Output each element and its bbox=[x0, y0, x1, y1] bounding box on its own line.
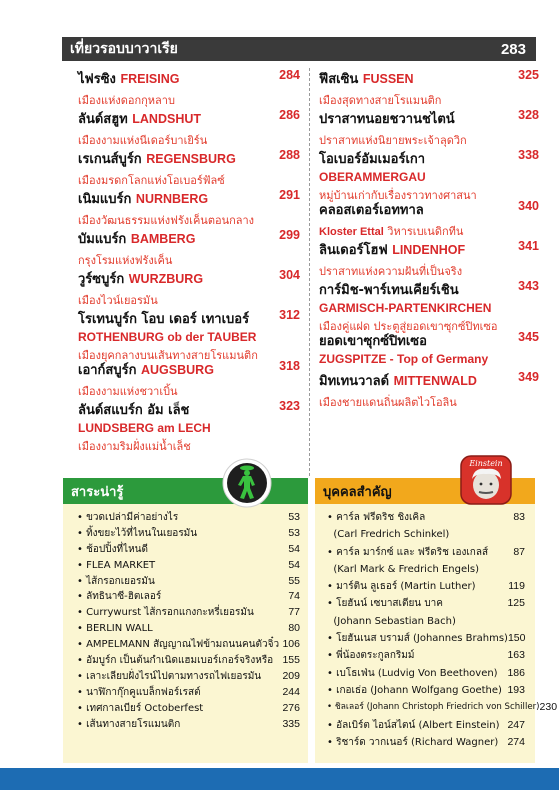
entry-title-line bbox=[78, 228, 300, 249]
entry-page-number: 341 bbox=[518, 239, 539, 253]
list-item-page: 106 bbox=[282, 638, 300, 651]
list-item-page: 163 bbox=[507, 649, 525, 662]
bottom-bar bbox=[0, 768, 559, 790]
trivia-heading: สาระน่ารู้ bbox=[63, 478, 308, 504]
entry-subtitle bbox=[78, 251, 300, 269]
list-item-label: • คาร์ล มาร์กซ์ และ ฟรีดริช เองเกลส์ bbox=[327, 544, 488, 561]
entry-page-number: 328 bbox=[518, 108, 539, 122]
list-item[interactable] bbox=[77, 701, 300, 717]
entry-english-name: LANDSHUT bbox=[132, 112, 202, 126]
entry-english-name: WURZBURG bbox=[128, 272, 204, 286]
ampelmann-icon bbox=[222, 458, 272, 508]
list-item[interactable] bbox=[77, 605, 300, 621]
entry-english-name: FUSSEN bbox=[362, 72, 414, 86]
city-entry[interactable] bbox=[78, 308, 300, 362]
entry-title-line bbox=[78, 148, 300, 169]
list-item[interactable] bbox=[77, 542, 300, 558]
list-item-page: 244 bbox=[282, 685, 300, 698]
trivia-list bbox=[63, 504, 308, 732]
list-item[interactable] bbox=[77, 589, 300, 605]
city-entry[interactable] bbox=[319, 330, 539, 370]
list-item[interactable] bbox=[327, 699, 558, 716]
city-entry[interactable] bbox=[319, 148, 539, 202]
list-item-page: 230 bbox=[539, 701, 558, 714]
entry-page-number: 343 bbox=[518, 279, 539, 293]
entry-english-name: NURNBERG bbox=[135, 192, 209, 206]
entry-subtitle-text: เมืองสุดทางสายโรแมนติก bbox=[319, 94, 442, 107]
city-entry[interactable] bbox=[78, 148, 300, 188]
entry-thai-name: ลันด์สฮูท bbox=[78, 112, 128, 127]
entry-thai-name: ไฟรซิง bbox=[78, 72, 116, 87]
entry-thai-name: เอาก์สบูร์ก bbox=[78, 363, 137, 378]
entry-page-number: 318 bbox=[279, 359, 300, 373]
entry-english-name: ZUGSPITZE - Top of Germany bbox=[319, 352, 489, 366]
entry-english-name: GARMISCH-PARTENKIRCHEN bbox=[319, 301, 492, 315]
list-item[interactable] bbox=[327, 578, 525, 595]
list-item-label: • Currywurst ไส้กรอกแกงกะหรี่เยอรมัน bbox=[77, 605, 254, 621]
list-item-label: (Karl Mark & Fredrich Engels) bbox=[333, 563, 480, 575]
list-item-label: • คาร์ล ฟรีดริช ชิงเคิล bbox=[327, 509, 425, 526]
entry-thai-name: ปราสาทนอยชวานชไตน์ bbox=[319, 112, 455, 127]
entry-subtitle bbox=[319, 262, 539, 280]
entry-thai-name: ยอดเขาซุกซ์ปิทเซอ bbox=[319, 334, 427, 349]
list-item-label: (Johann Sebastian Bach) bbox=[333, 615, 456, 627]
entry-thai-name: วูร์ซบูร์ก bbox=[78, 272, 125, 287]
list-item-page: 77 bbox=[288, 606, 300, 619]
entry-title-line bbox=[78, 399, 300, 420]
entry-subtitle bbox=[78, 91, 300, 109]
entry-title-line bbox=[78, 188, 300, 209]
list-item[interactable] bbox=[77, 637, 300, 653]
list-item-page: 335 bbox=[282, 717, 300, 730]
list-item-page: 155 bbox=[282, 654, 300, 667]
people-heading: บุคคลสำคัญ bbox=[315, 478, 535, 504]
entry-thai-name: ฟึสเซิน bbox=[319, 72, 359, 87]
entry-subtitle bbox=[319, 393, 539, 411]
entry-subtitle-text: เมืองยุคกลางบนเส้นทางสายโรแมนติก bbox=[78, 349, 258, 362]
column-divider bbox=[309, 68, 310, 476]
list-item-page: 55 bbox=[288, 574, 300, 587]
entry-page-number: 325 bbox=[518, 68, 539, 82]
entry-page-number: 312 bbox=[279, 308, 300, 322]
entry-english-name: LUNDSBERG am LECH bbox=[78, 421, 211, 435]
list-item-label: • โยฮันเนส บรามส์ (Johannes Brahms) bbox=[327, 630, 508, 647]
list-item-page: 54 bbox=[288, 542, 300, 555]
entry-subtitle bbox=[319, 131, 539, 149]
entry-page-number: 299 bbox=[279, 228, 300, 242]
entry-subtitle bbox=[78, 382, 300, 400]
entry-title-line bbox=[319, 199, 539, 220]
entry-subtitle bbox=[78, 437, 300, 455]
entry-title-line bbox=[78, 359, 300, 380]
people-list bbox=[315, 504, 558, 751]
list-item[interactable] bbox=[327, 561, 525, 578]
entry-english-name: MITTENWALD bbox=[393, 374, 477, 388]
list-item-page: 150 bbox=[507, 632, 526, 645]
entry-title-line bbox=[319, 239, 539, 260]
list-item-label: • พี่น้องตระกูลกริมม์ bbox=[327, 647, 414, 664]
list-item-label: • ทิ้งขยะไว้ที่ไหนในเยอรมัน bbox=[77, 526, 197, 542]
entry-subtitle bbox=[319, 91, 539, 109]
city-entry[interactable] bbox=[319, 370, 539, 410]
entry-subtitle-text: วิหารเบเนดิกทีน bbox=[387, 225, 464, 238]
entry-subtitle-text: เมืองคู่แฝด ประตูสู่ยอดเขาซุกซ์ปิทเซอ bbox=[319, 320, 498, 333]
trivia-box bbox=[63, 478, 308, 763]
list-item[interactable] bbox=[327, 526, 525, 543]
list-item-page: 193 bbox=[507, 683, 525, 696]
entry-subtitle-text: ปราสาทแห่งนิยายพระเจ้าลุดวิก bbox=[319, 134, 467, 147]
list-item-label: (Carl Fredrich Schinkel) bbox=[333, 529, 450, 541]
list-item-label: • AMPELMANN สัญญาณไฟข้ามถนนคนตัวจิ๋ว bbox=[77, 637, 279, 653]
list-item[interactable] bbox=[327, 734, 525, 751]
entry-title-line bbox=[319, 68, 539, 89]
entry-subtitle-text: เมืองไวน์เยอรมัน bbox=[78, 294, 158, 307]
list-item-page: 119 bbox=[508, 580, 525, 593]
entry-page-number: 345 bbox=[518, 330, 539, 344]
einstein-badge-icon bbox=[460, 455, 512, 505]
entry-page-number: 304 bbox=[279, 268, 300, 282]
list-item-page: 53 bbox=[288, 526, 300, 539]
list-item-label: • ช้อปปิ้งที่ไหนดี bbox=[77, 542, 148, 558]
list-item-page: 276 bbox=[282, 701, 300, 714]
entry-title-line bbox=[319, 279, 539, 300]
entry-page-number: 288 bbox=[279, 148, 300, 162]
list-item[interactable] bbox=[77, 558, 300, 574]
list-item-page: 74 bbox=[288, 590, 300, 603]
list-item-label: • ลัทธินาซี-ฮิตเลอร์ bbox=[77, 589, 161, 605]
entry-subtitle-text: กรุงโรมแห่งฟรังเค็น bbox=[78, 254, 173, 267]
list-item[interactable] bbox=[327, 665, 525, 682]
list-item-label: • เกอเธ่อ (Johann Wolfgang Goethe) bbox=[327, 682, 502, 699]
section-header bbox=[62, 37, 536, 61]
list-item-label: • FLEA MARKET bbox=[77, 558, 155, 574]
city-entry[interactable] bbox=[78, 399, 300, 453]
list-item-label: • อัลเบิร์ต ไอน์สไตน์ (Albert Einstein) bbox=[327, 717, 500, 734]
list-item[interactable] bbox=[327, 647, 525, 664]
entry-subtitle bbox=[319, 222, 539, 240]
entry-thai-name: ลินเดอร์โฮฟ bbox=[319, 243, 388, 258]
list-item-label: • เบโธเฟ่น (Ludvig Von Beethoven) bbox=[327, 665, 498, 682]
list-item[interactable] bbox=[327, 544, 525, 561]
entry-subtitle-english: Kloster Ettal bbox=[319, 226, 384, 238]
list-item-page: 80 bbox=[288, 622, 300, 635]
left-city-list bbox=[78, 68, 300, 453]
list-item[interactable] bbox=[77, 717, 300, 733]
page-number: 283 bbox=[500, 40, 526, 58]
entry-english-name: FREISING bbox=[120, 72, 180, 86]
badge-label: Einstein bbox=[469, 459, 503, 468]
list-item-label: • ไส้กรอกเยอรมัน bbox=[77, 574, 155, 590]
entry-thai-name: คลอสเตอร์เอททาล bbox=[319, 203, 424, 218]
city-entry[interactable] bbox=[78, 188, 300, 228]
list-item[interactable] bbox=[327, 613, 525, 630]
list-item[interactable] bbox=[327, 682, 525, 699]
list-item[interactable] bbox=[77, 653, 300, 669]
entry-subtitle-text: เมืองงามแห่งชวาเบิ้น bbox=[78, 385, 178, 398]
entry-thai-name: มิทเทนวาลด์ bbox=[319, 374, 390, 389]
entry-page-number: 340 bbox=[518, 199, 539, 213]
entry-english-name: ROTHENBURG ob der TAUBER bbox=[78, 330, 257, 344]
entry-english-name: LINDENHOF bbox=[392, 243, 466, 257]
city-entry[interactable] bbox=[319, 279, 539, 333]
entry-page-number: 323 bbox=[279, 399, 300, 413]
city-entry[interactable] bbox=[319, 68, 539, 108]
list-item-label: • นาฬิกากุ๊กคูแบล็กฟอร์เรสต์ bbox=[77, 685, 201, 701]
list-item-page: 274 bbox=[507, 735, 525, 748]
list-item-page: 209 bbox=[282, 669, 300, 682]
entry-thai-name: บัมแบร์ก bbox=[78, 232, 127, 247]
entry-subtitle-text: เมืองชายแดนถิ่นผลิตไวโอลิน bbox=[319, 396, 457, 409]
list-item-page: 87 bbox=[513, 545, 525, 558]
list-item-label: • เลาะเลียบฝั่งไรน์ไปตามทางรถไฟเยอรมัน bbox=[77, 669, 261, 685]
list-item[interactable] bbox=[77, 685, 300, 701]
city-entry[interactable] bbox=[78, 68, 300, 108]
list-item[interactable] bbox=[327, 630, 525, 647]
entry-subtitle-text: เมืองวัฒนธรรมแห่งฟรังเค็นตอนกลาง bbox=[78, 214, 255, 227]
list-item-page: 54 bbox=[288, 558, 300, 571]
people-box bbox=[315, 478, 558, 763]
list-item[interactable] bbox=[77, 526, 300, 542]
list-item-label: • ขวดเปล่ามีค่าอย่างไร bbox=[77, 510, 178, 526]
entry-thai-name: เรเกนส์บูร์ก bbox=[78, 152, 142, 167]
list-item[interactable] bbox=[327, 595, 525, 612]
list-item[interactable] bbox=[77, 669, 300, 685]
list-item-page: 53 bbox=[288, 511, 300, 523]
list-item-label: • ริชาร์ด วากเนอร์ (Richard Wagner) bbox=[327, 734, 498, 751]
list-item-page: 125 bbox=[507, 597, 525, 610]
entry-title-line bbox=[78, 108, 300, 129]
entry-thai-name: เนิมแบร์ก bbox=[78, 192, 132, 207]
entry-thai-name: การ์มิช-พาร์เทนเคียร์เชิน bbox=[319, 283, 459, 298]
entry-english-name: AUGSBURG bbox=[141, 363, 214, 377]
entry-subtitle-text: เมืองมรดกโลกแห่งโอเบอร์ฟัลซ์ bbox=[78, 174, 225, 187]
list-item-label: • BERLIN WALL bbox=[77, 621, 153, 637]
city-entry[interactable] bbox=[78, 359, 300, 399]
entry-english-name: OBERAMMERGAU bbox=[319, 170, 426, 184]
entry-subtitle-text: เมืองงามริมฝั่งแม่น้ำเล็ช bbox=[78, 440, 191, 453]
entry-subtitle bbox=[78, 291, 300, 309]
entry-title-line bbox=[78, 68, 300, 89]
list-item[interactable] bbox=[77, 574, 300, 590]
entry-subtitle-text: หมู่บ้านเก่ากับเรื่องราวทางศาสนา bbox=[319, 189, 477, 202]
entry-title-line bbox=[78, 268, 300, 289]
section-title: เที่ยวรอบบาวาเรีย bbox=[70, 41, 178, 57]
entry-title-line bbox=[319, 330, 539, 351]
city-entry[interactable] bbox=[78, 108, 300, 148]
entry-english-name: BAMBERG bbox=[130, 232, 196, 246]
entry-page-number: 338 bbox=[518, 148, 539, 162]
city-entry[interactable] bbox=[78, 268, 300, 308]
entry-thai-name: โรเทนบูร์ก โอบ เดอร์ เทาเบอร์ bbox=[78, 312, 250, 327]
entry-page-number: 349 bbox=[518, 370, 539, 384]
entry-thai-name: โอเบอร์อัมเมอร์เกา bbox=[319, 152, 426, 167]
entry-subtitle-text: ปราสาทแห่งความฝันที่เป็นจริง bbox=[319, 265, 463, 278]
list-item-page: 83 bbox=[513, 511, 525, 523]
entry-subtitle-text: เมืองงามแห่งนีเดอร์บาเยิร์น bbox=[78, 134, 208, 147]
list-item-label: • อัมบูร์ก เป็นต้นกำเนิดแฮมเบอร์เกอร์จริงหรือ bbox=[77, 653, 273, 669]
entry-subtitle bbox=[78, 211, 300, 229]
list-item-page: 247 bbox=[507, 718, 525, 731]
entry-page-number: 286 bbox=[279, 108, 300, 122]
city-entry[interactable] bbox=[319, 108, 539, 148]
entry-thai-name: ลันด์สแบร์ก อัม เล็ช bbox=[78, 403, 190, 418]
entry-title-line bbox=[78, 308, 300, 329]
list-item[interactable] bbox=[77, 510, 300, 526]
list-item[interactable] bbox=[327, 717, 525, 734]
list-item-label: • ชิลเลอร์ (Johann Christoph Friedrich von Schiller) bbox=[327, 699, 540, 716]
list-item-label: • โยฮันน์ เซบาสเตียน บาค bbox=[327, 595, 443, 612]
entry-subtitle-text: เมืองแห่งดอกกุหลาบ bbox=[78, 94, 175, 107]
city-entry[interactable] bbox=[319, 239, 539, 279]
list-item-label: • เส้นทางสายโรแมนติก bbox=[77, 717, 180, 733]
entry-subtitle bbox=[78, 131, 300, 149]
list-item[interactable] bbox=[327, 509, 525, 526]
entry-title-line bbox=[319, 148, 539, 169]
entry-english-name: REGENSBURG bbox=[146, 152, 236, 166]
entry-title-line bbox=[319, 108, 539, 129]
entry-page-number: 291 bbox=[279, 188, 300, 202]
entry-subtitle bbox=[78, 171, 300, 189]
list-item-label: • มาร์ติน ลูเธอร์ (Martin Luther) bbox=[327, 578, 476, 595]
entry-page-number: 284 bbox=[279, 68, 300, 82]
right-city-list bbox=[319, 68, 539, 410]
city-entry[interactable] bbox=[319, 199, 539, 239]
entry-title-line bbox=[319, 370, 539, 391]
list-item-page: 186 bbox=[507, 666, 525, 679]
list-item[interactable] bbox=[77, 621, 300, 637]
city-entry[interactable] bbox=[78, 228, 300, 268]
list-item-label: • เทศกาลเบียร์ Octoberfest bbox=[77, 701, 203, 717]
